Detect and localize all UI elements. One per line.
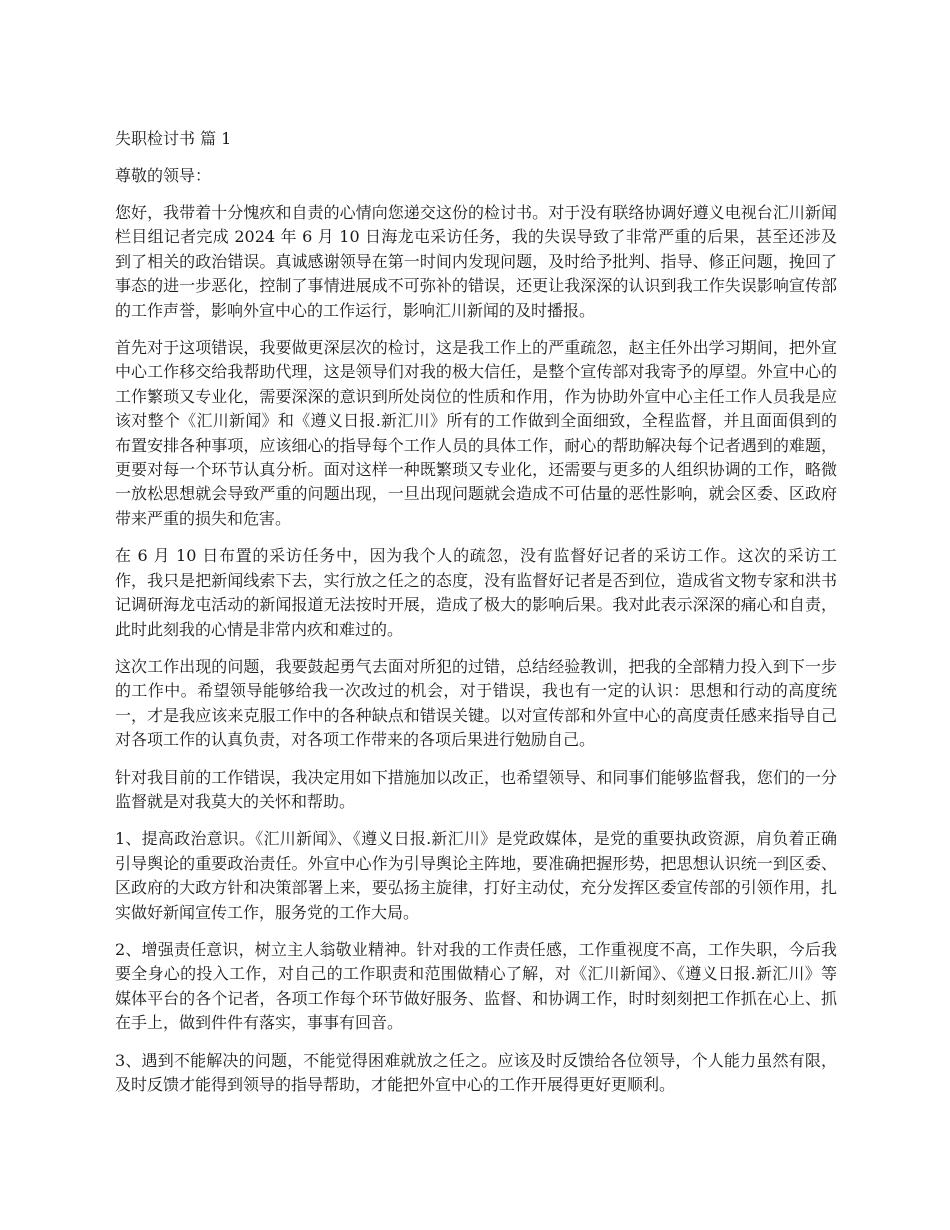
paragraph-lessons: 这次工作出现的问题，我要鼓起勇气去面对所犯的过错，总结经验教训，把我的全部精力投入到下一步的工作中。希望领导能够给我一次改过的机会，对于错误，我也有一定的认识：思想和行动的高度统一，才是我应该来克服工作中的各种缺点和错误关键。以对宣传部和外宣中心的高度责任感来指导自己对各项工作的认真负责，对各项工作带来的各项后果进行勉励自己。 [115,656,837,750]
paragraph-self-reflection: 首先对于这项错误，我要做更深层次的检讨，这是我工作上的严重疏忽，赵主任外出学习期间，把外宣中心工作移交给我帮助代理，这是领导们对我的极大信任，是整个宣传部对我寄予的厚望。外宣中心的工作繁琐又专业化，需要深深的意识到所处岗位的性质和作用，作为协助外宣中心主任工作人员我是应该对整个《汇川新闻》和《遵义日报.新汇川》所有的工作做到全面细致，全程监督，并且面面俱到的布置安排各种事项，应该细心的指导每个工作人员的具体工作，耐心的帮助解决每个记者遇到的难题，更要对每一个环节认真分析。面对这样一种既繁琐又专业化，还需要与更多的人组织协调的工作，略微一放松思想就会导致严重的问题出现，一旦出现问题就会造成不可估量的恶性影响，就会区委、区政府带来严重的损失和危害。 [115,338,837,528]
paragraph-measure-2: 2、增强责任意识，树立主人翁敬业精神。针对我的工作责任感，工作重视度不高，工作失职，今后我要全身心的投入工作，对自己的工作职责和范围做精心了解，对《汇川新闻》、《遵义日报.新汇川》等媒体平台的各个记者，各项工作每个环节做好服务、监督、和协调工作，时时刻刻把工作抓在心上、抓在手上，做到件件有落实，事事有回音。 [115,939,837,1033]
paragraph-measure-1: 1、提高政治意识。《汇川新闻》、《遵义日报.新汇川》是党政媒体，是党的重要执政资源，肩负着正确引导舆论的重要政治责任。外宣中心作为引导舆论主阵地，要准确把握形势，把思想认识统一到区委、区政府的大政方针和决策部署上来，要弘扬主旋律，打好主动仗，充分发挥区委宣传部的引领作用，扎实做好新闻宣传工作，服务党的工作大局。 [115,829,837,922]
paragraph-measures-intro: 针对我目前的工作错误，我决定用如下措施加以改正，也希望领导、和同事们能够监督我，您们的一分监督就是对我莫大的关怀和帮助。 [115,767,837,811]
paragraph-measure-3: 3、遇到不能解决的问题，不能觉得困难就放之任之。应该及时反馈给各位领导，个人能力虽然有限，及时反馈才能得到领导的指导帮助，才能把外宣中心的工作开展得更好更顺利。 [115,1050,837,1094]
paragraph-apology-intro: 您好，我带着十分愧疚和自责的心情向您递交这份的检讨书。对于没有联络协调好遵义电视台汇川新闻栏目组记者完成 2024 年 6 月 10 日海龙屯采访任务，我的失误导致了非常严重的后果，甚至还涉及到了相关的政治错误。真诚感谢领导在第一时间内发现问题，及时给予批判、指导、修正问题，挽回了事态的进一步恶化，控制了事情进展成不可弥补的错误，还更让我深深的认识到我工作失误影响宣传部的工作声誉，影响外宣中心的工作运行，影响汇川新闻的及时播报。 [115,203,837,320]
paragraph-incident: 在 6 月 10 日布置的采访任务中，因为我个人的疏忽，没有监督好记者的采访工作。这次的采访工作，我只是把新闻线索下去，实行放之任之的态度，没有监督好记者是否到位，造成省文物专家和洪书记调研海龙屯活动的新闻报道无法按时开展，造成了极大的影响后果。我对此表示深深的痛心和自责，此时此刻我的心情是非常内疚和难过的。 [115,546,837,639]
document-title: 失职检讨书 篇 1 [115,129,232,148]
salutation: 尊敬的领导： [115,166,212,185]
document-page [115,127,837,1110]
